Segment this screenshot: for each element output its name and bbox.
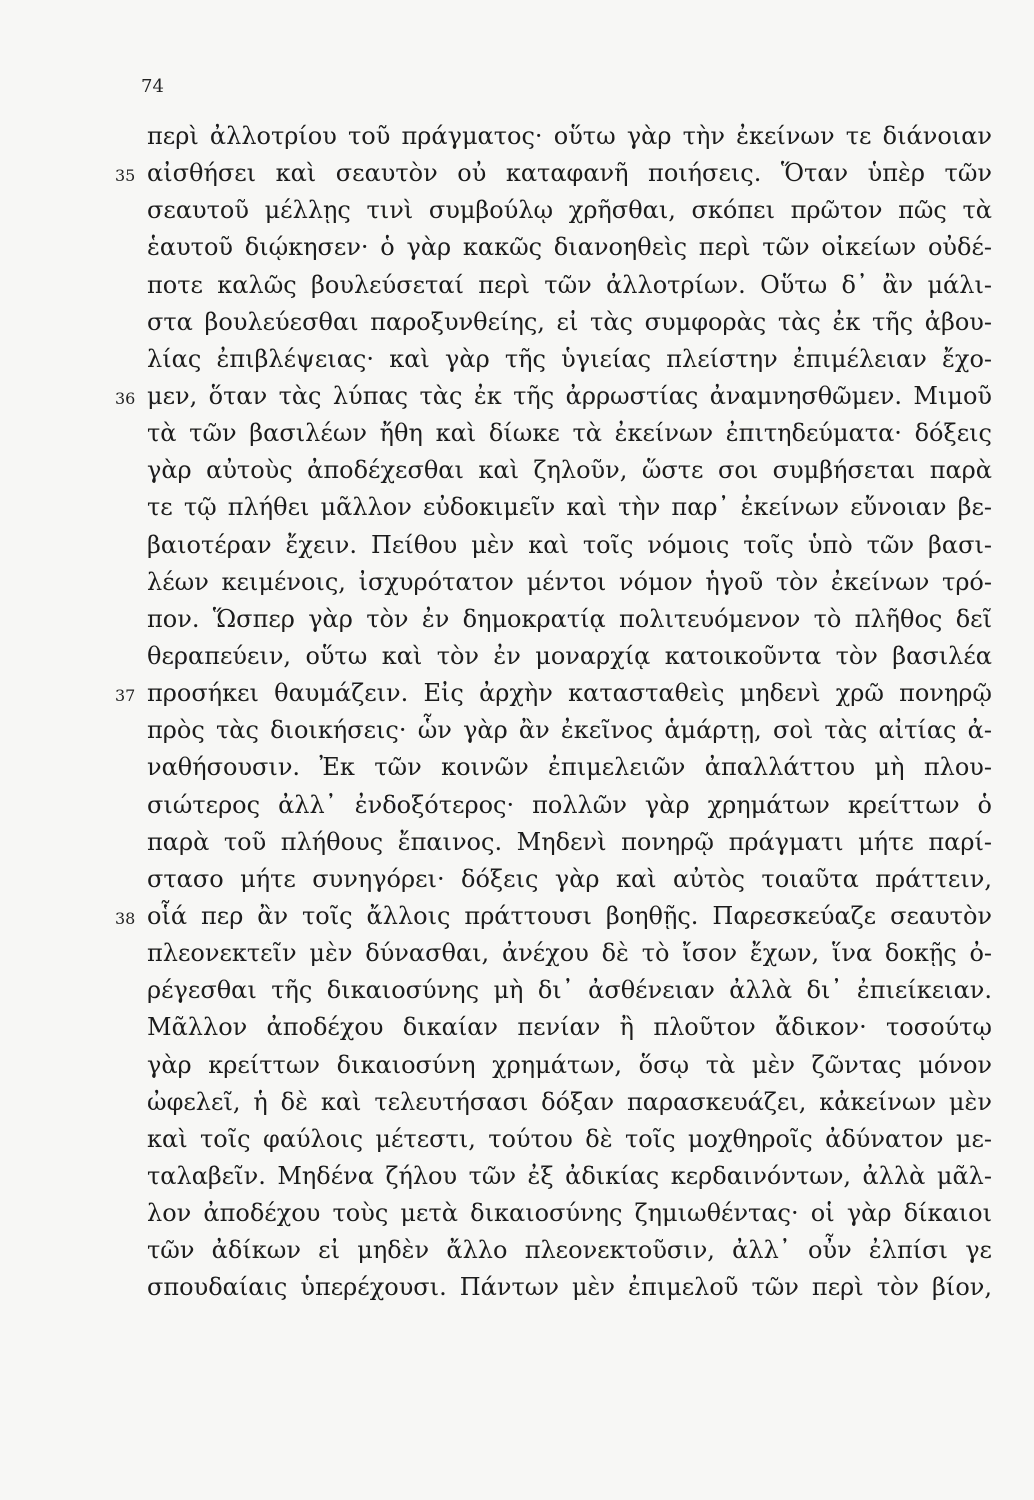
text-line — [147, 1269, 992, 1306]
section-number: 37 — [115, 686, 136, 706]
line-text: θεραπεύειν, οὕτω καὶ τὸν ἐν μοναρχίᾳ κατοικοῦντα τὸν βασιλέα — [147, 641, 992, 670]
section-number: 38 — [115, 908, 136, 928]
line-text: τῶν ἀδίκων εἰ μηδὲν ἄλλο πλεονεκτοῦσιν, ἀλλ᾽ οὖν ἐλπίσι γε — [147, 1236, 992, 1265]
text-line — [147, 229, 992, 266]
line-text: καὶ τοῖς φαύλοις μέτεστι, τούτου δὲ τοῖς μοχθηροῖς ἀδύνατον με- — [147, 1124, 992, 1153]
text-line — [147, 1084, 992, 1121]
line-text: ρέγεσθαι τῆς δικαιοσύνης μὴ δι᾽ ἀσθένειαν ἀλλὰ δι᾽ ἐπιείκειαν. — [147, 976, 992, 1005]
line-text: ταλαβεῖν. Μηδένα ζήλου τῶν ἐξ ἀδικίας κερδαινόντων, ἀλλὰ μᾶλ- — [147, 1161, 992, 1190]
text-line — [147, 972, 992, 1009]
text-line — [147, 415, 992, 452]
text-line — [147, 341, 992, 378]
text-line — [147, 749, 992, 786]
line-text: στα βουλεύεσθαι παροξυνθείης, εἰ τὰς συμφορὰς τὰς ἐκ τῆς ἀβου- — [147, 307, 992, 336]
text-line — [147, 192, 992, 229]
line-text: παρὰ τοῦ πλήθους ἔπαινος. Μηδενὶ πονηρῷ πράγματι μήτε παρί- — [147, 827, 992, 856]
greek-text-body — [115, 118, 992, 1307]
text-line — [115, 378, 992, 415]
line-text: ἑαυτοῦ διῴκησεν· ὁ γὰρ κακῶς διανοηθεὶς περὶ τῶν οἰκείων οὐδέ- — [147, 233, 992, 262]
line-text: βαιοτέραν ἔχειν. Πείθου μὲν καὶ τοῖς νόμοις τοῖς ὑπὸ τῶν βασι- — [147, 530, 992, 559]
page-number: 74 — [141, 76, 164, 97]
line-text: λέων κειμένοις, ἰσχυρότατον μέντοι νόμον ἡγοῦ τὸν ἐκείνων τρό- — [147, 567, 992, 596]
text-line — [147, 1232, 992, 1269]
text-line — [147, 489, 992, 526]
line-text: μεν, ὅταν τὰς λύπας τὰς ἐκ τῆς ἀρρωστίας ἀναμνησθῶμεν. Μιμοῦ — [147, 381, 992, 410]
line-text: πλεονεκτεῖν μὲν δύνασθαι, ἀνέχου δὲ τὸ ἴσον ἔχων, ἵνα δοκῇς ὀ- — [147, 939, 992, 968]
line-text: σπουδαίαις ὑπερέχουσι. Πάντων μὲν ἐπιμελοῦ τῶν περὶ τὸν βίον, — [147, 1273, 992, 1302]
section-number: 35 — [115, 166, 136, 186]
line-text: γὰρ κρείττων δικαιοσύνη χρημάτων, ὅσῳ τὰ μὲν ζῶντας μόνον — [147, 1050, 992, 1079]
line-text: γὰρ αὐτοὺς ἀποδέχεσθαι καὶ ζηλοῦν, ὥστε σοι συμβήσεται παρὰ — [147, 456, 992, 485]
line-text: περὶ ἀλλοτρίου τοῦ πράγματος· οὕτω γὰρ τὴν ἐκείνων τε διάνοιαν — [147, 122, 992, 150]
text-line — [147, 452, 992, 489]
line-text: λον ἀποδέχου τοὺς μετὰ δικαιοσύνης ζημιωθέντας· οἱ γὰρ δίκαιοι — [147, 1199, 992, 1228]
line-text: σεαυτοῦ μέλλῃς τινὶ συμβούλῳ χρῆσθαι, σκόπει πρῶτον πῶς τὰ — [147, 196, 992, 225]
text-line — [147, 787, 992, 824]
text-line — [147, 118, 992, 155]
line-text: πρὸς τὰς διοικήσεις· ὧν γὰρ ἂν ἐκεῖνος ἁμάρτῃ, σοὶ τὰς αἰτίας ἀ- — [147, 716, 992, 745]
text-line — [147, 601, 992, 638]
text-line — [147, 712, 992, 749]
text-line — [147, 527, 992, 564]
line-text: Μᾶλλον ἀποδέχου δικαίαν πενίαν ἢ πλοῦτον ἄδικον· τοσούτῳ — [147, 1013, 992, 1042]
text-line — [147, 1047, 992, 1084]
text-line — [115, 898, 992, 935]
text-line — [147, 304, 992, 341]
line-text: αἰσθήσει καὶ σεαυτὸν οὐ καταφανῆ ποιήσεις. Ὅταν ὑπὲρ τῶν — [147, 159, 992, 188]
line-text: σιώτερος ἀλλ᾽ ἐνδοξότερος· πολλῶν γὰρ χρημάτων κρείττων ὁ — [147, 790, 992, 819]
line-text: λίας ἐπιβλέψειας· καὶ γὰρ τῆς ὑγιείας πλείστην ἐπιμέλειαν ἔχο- — [147, 344, 992, 373]
text-line — [147, 1158, 992, 1195]
line-text: πον. Ὥσπερ γὰρ τὸν ἐν δημοκρατίᾳ πολιτευόμενον τὸ πλῆθος δεῖ — [147, 604, 992, 633]
text-line — [147, 1121, 992, 1158]
text-line — [115, 155, 992, 192]
line-text: ὠφελεῖ, ἡ δὲ καὶ τελευτήσασι δόξαν παρασκευάζει, κἀκείνων μὲν — [147, 1087, 992, 1116]
text-line — [147, 935, 992, 972]
section-number: 36 — [115, 388, 136, 408]
text-line — [147, 564, 992, 601]
text-line — [147, 267, 992, 304]
line-text: ποτε καλῶς βουλεύσεταί περὶ τῶν ἀλλοτρίων. Οὕτω δ᾽ ἂν μάλι- — [147, 270, 992, 299]
line-text: ναθήσουσιν. Ἐκ τῶν κοινῶν ἐπιμελειῶν ἀπαλλάττου μὴ πλου- — [147, 753, 992, 782]
line-text: στασο μήτε συνηγόρει· δόξεις γὰρ καὶ αὐτὸς τοιαῦτα πράττειν, — [147, 864, 992, 893]
line-text: τε τῷ πλήθει μᾶλλον εὐδοκιμεῖν καὶ τὴν παρ᾽ ἐκείνων εὔνοιαν βε- — [147, 493, 992, 522]
text-line — [147, 824, 992, 861]
text-line — [115, 675, 992, 712]
line-text: προσήκει θαυμάζειν. Εἰς ἀρχὴν κατασταθεὶς μηδενὶ χρῶ πονηρῷ — [147, 679, 992, 708]
line-text: τὰ τῶν βασιλέων ἤθη καὶ δίωκε τὰ ἐκείνων ἐπιτηδεύματα· δόξεις — [147, 419, 992, 448]
text-line — [147, 638, 992, 675]
text-line — [147, 861, 992, 898]
line-text: οἷά περ ἂν τοῖς ἄλλοις πράττουσι βοηθῇς. Παρεσκεύαζε σεαυτὸν — [147, 901, 992, 930]
text-line — [147, 1009, 992, 1046]
text-line — [147, 1195, 992, 1232]
